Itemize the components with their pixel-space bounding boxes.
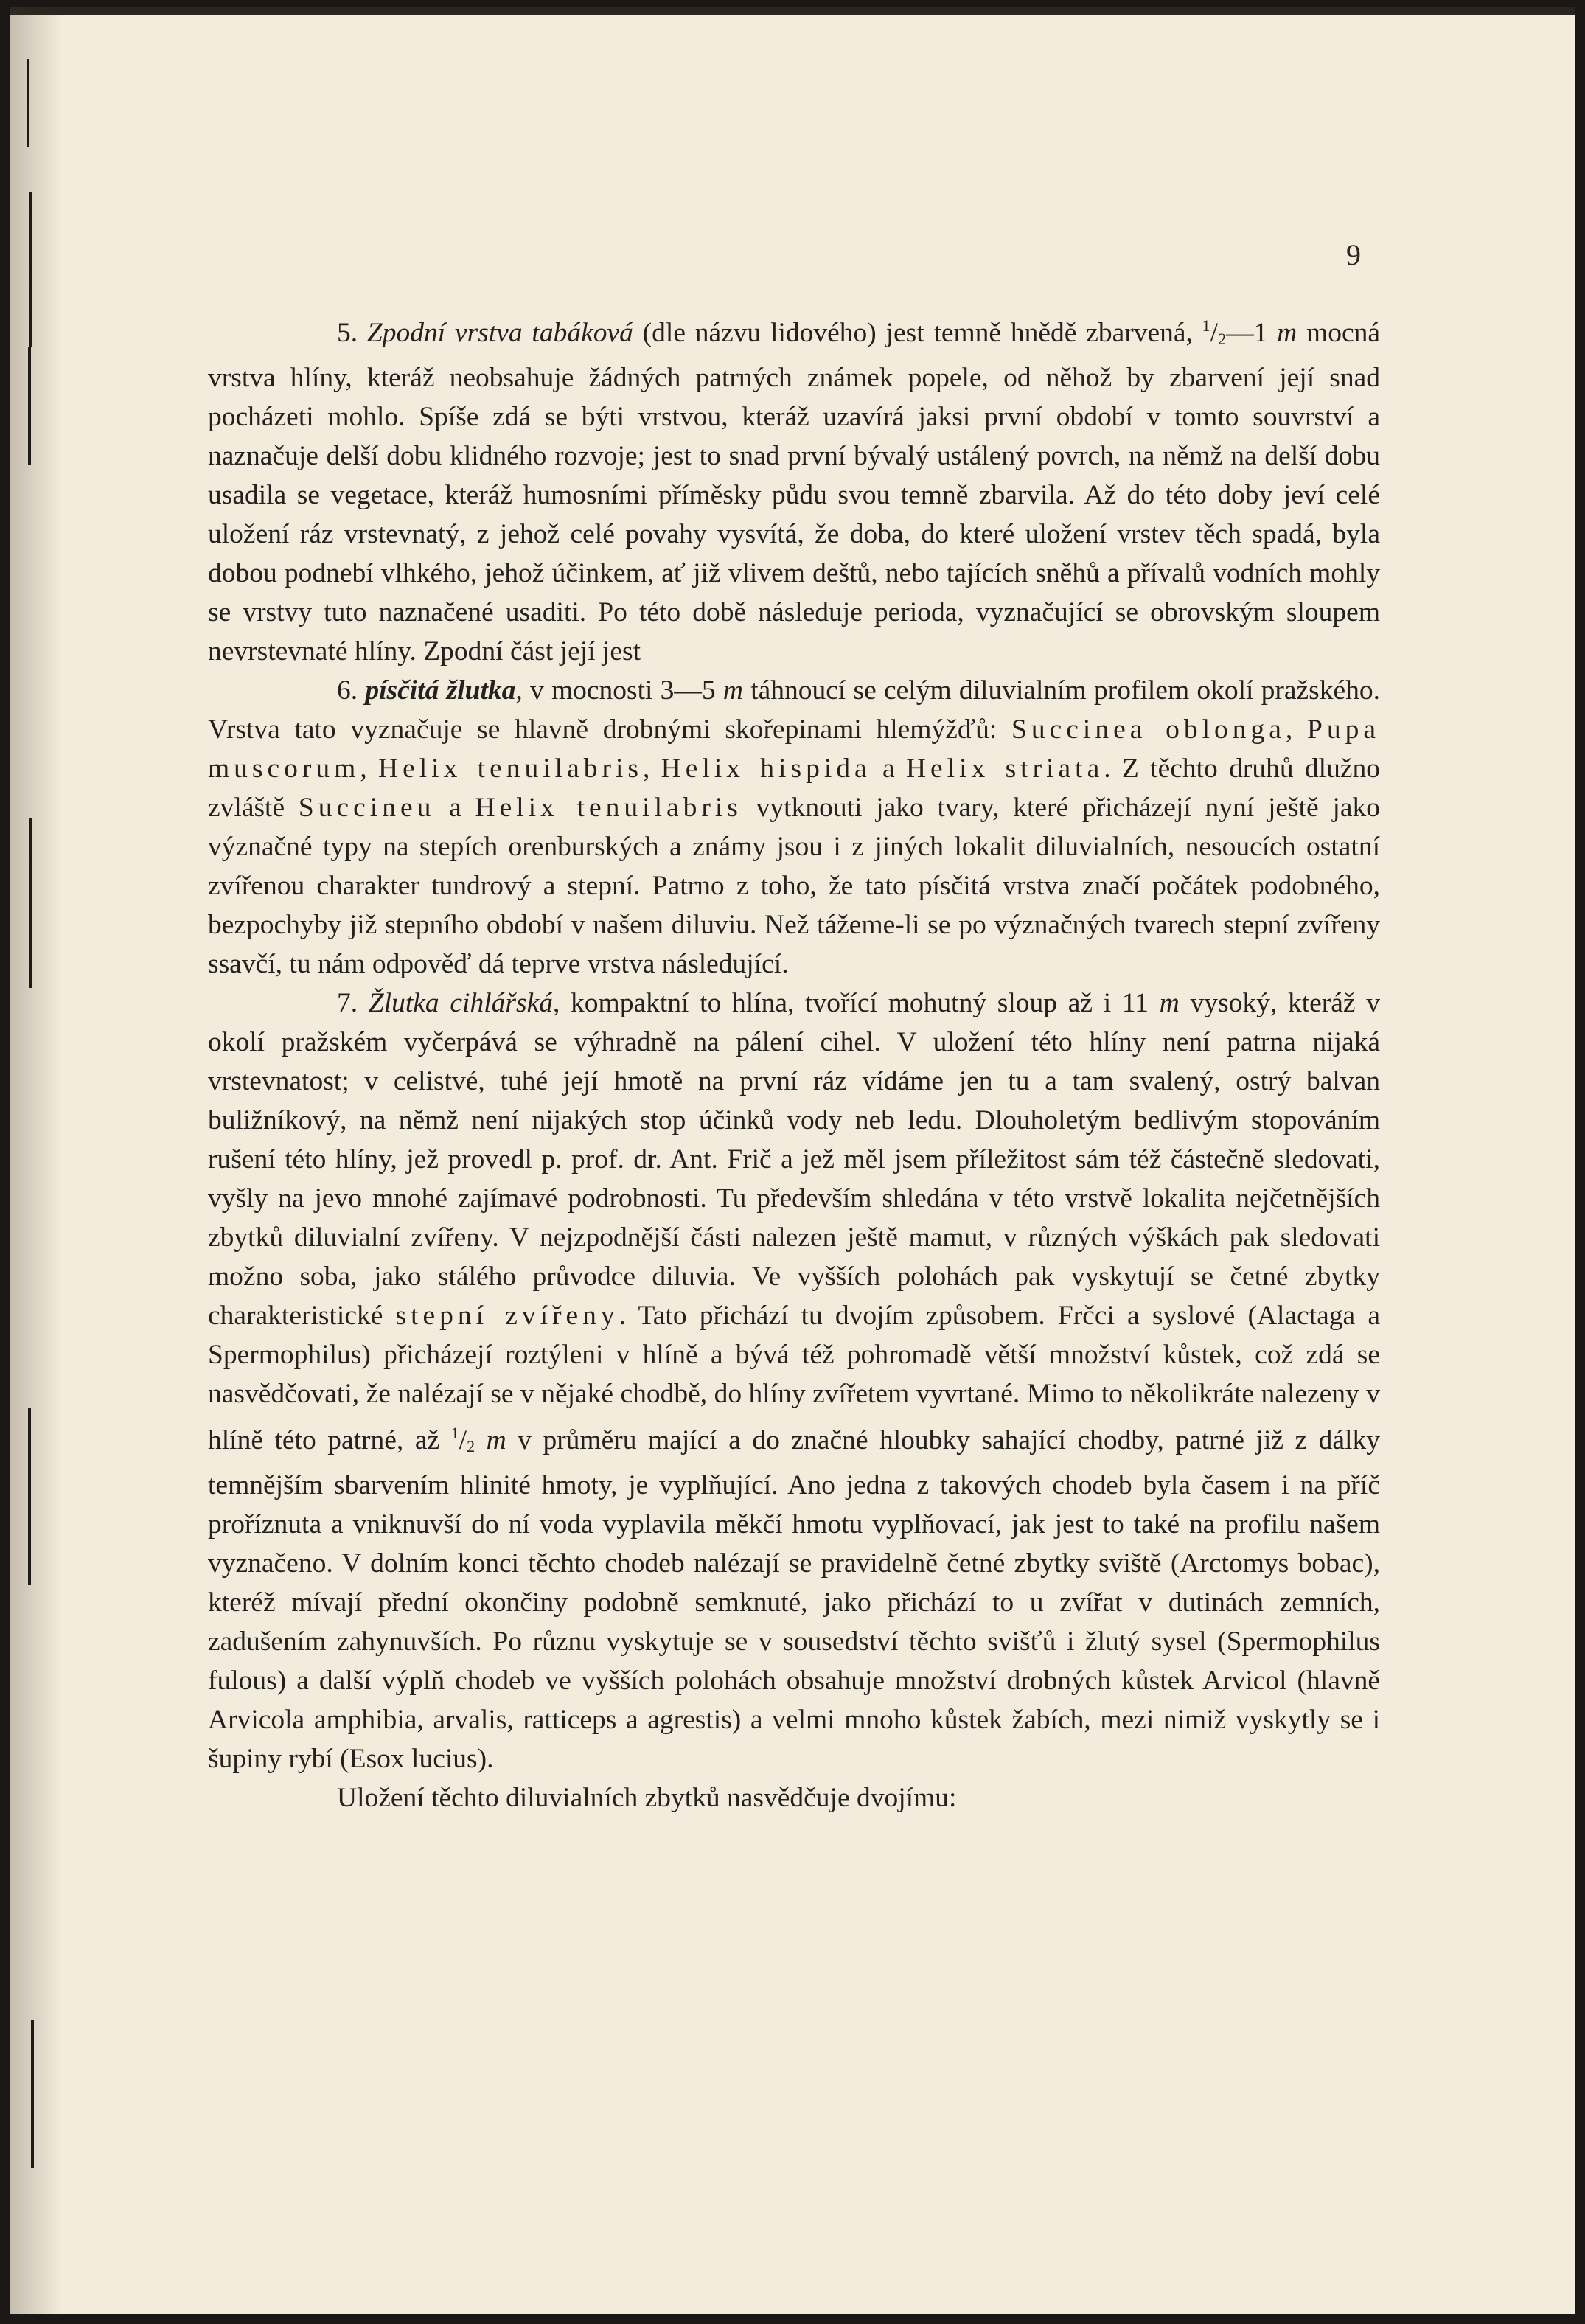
- species-name: Helix striata: [905, 754, 1104, 784]
- text-run: táhnoucí se celým diluvialním profilem okolí pražského. Vrstva tato vyznačuje se hlavně drobnými skořepinami hlemýžďů:: [208, 675, 1381, 745]
- species-name: Helix tenuilabris: [378, 754, 643, 784]
- layer-heading: Zpodní vrstva tabáková: [366, 318, 633, 348]
- layer-number: 6.: [337, 675, 358, 706]
- fraction-half: $^1/_2$: [450, 1424, 475, 1455]
- unit-metre: m: [486, 1425, 506, 1455]
- unit-metre: m: [722, 675, 743, 706]
- text-run: ,: [642, 754, 661, 784]
- species-name: Helix hispida: [661, 754, 871, 784]
- margin-mark: [29, 818, 32, 988]
- unit-metre: m: [1277, 318, 1297, 348]
- body-text: [208, 306, 1380, 1817]
- margin-mark: [27, 59, 29, 147]
- species-name: Succinea oblonga: [1011, 714, 1286, 745]
- emphasis-spaced: stepní zvířeny: [395, 1301, 619, 1331]
- fraction-denominator: 2: [1218, 330, 1227, 348]
- layer-number: 5.: [337, 318, 358, 348]
- margin-mark: [28, 347, 31, 465]
- book-page: [10, 7, 1575, 2314]
- species-name: Succineu: [298, 793, 436, 823]
- text-run: . Tato přichází tu dvojím způsobem. Frčci a syslové (Alactaga a Spermophilus) přicházejí roztýleni v hlíně a bývá též pohromadě větší množství kůstek, což zdá se nasvědčovati, že nalézají se v nějaké chodbě, do hlíny zvířetem vyvrtané. Mimo to několikráte nalezeny v hlíně této patrné, až: [208, 1301, 1380, 1455]
- binding-shadow: [10, 7, 62, 2314]
- margin-mark: [29, 192, 32, 347]
- text-run: ,: [1285, 714, 1308, 745]
- text-run: a: [435, 793, 475, 823]
- page-number: 9: [1346, 238, 1361, 271]
- layer-number: 7.: [337, 988, 358, 1018]
- species-name: Helix tenuilabris: [475, 793, 742, 823]
- species-name: Pupa muscorum: [208, 714, 1381, 784]
- unit-metre: m: [1159, 988, 1180, 1018]
- text-run: v průměru mající a do značné hloubky sahající chodby, patrné již z dálky temnějším sbarvením hlinité hmoty, je vyplňující. Ano jedna z takových chodeb byla časem i na příč proříznuta a vniknuvší do ní voda vyplavila měkčí hmotu vyplňovací, jak jest to také na profilu našem vyznačeno. V dolním konci těchto chodeb nalézají se pravidelně četné zbytky sviště (Arctomys bobac), kteréž mívají přední okončiny podobně semknuté, jako přichází to u zvířat v dutinách zemních, zadušením zahynuvších. Po různu vyskytuje se v sousedství těchto svišťů i žlutý sysel (Spermophilus fulous) a další výplň chodeb ve vyšších polohách obsahuje množství drobných kůstek Arvicol (hlavně Arvicola amphibia, arvalis, ratticeps a agrestis) a velmi mnoho kůstek žabích, mezi nimiž vyskytly se i šupiny rybí (Esox lucius).: [208, 1425, 1380, 1774]
- text-run: vytknouti jako tvary, které přicházejí nyní ještě jako význačné typy na stepích orenburských a známy jsou i z jiných lokalit diluvialních, nesoucích ostatní zvířenou charakter tundrový a stepní. Patrno z toho, že tato písčitá vrstva značí počátek podobného, bezpochyby již stepního období v našem diluviu. Než tážeme-li se po význačných tvarech stepní zvířeny ssavčí, tu nám odpověď dá teprve vrstva následující.: [208, 793, 1380, 979]
- text-run: (dle názvu lidového) jest temně hnědě zbarvená,: [633, 318, 1202, 348]
- fraction-denominator: 2: [467, 1437, 475, 1455]
- text-run: —1: [1226, 318, 1278, 348]
- margin-mark: [31, 2020, 34, 2168]
- text-run: mocná vrstva hlíny, kteráž neobsahuje žádných patrných známek popele, od něhož by zbarvení její snad pocházeti mohlo. Spíše zdá se býti vrstvou, kteráž uzavírá jaksi první období v tomto souvrství a naznačuje delší dobu klidného rozvoje; jest to snad první bývalý ustálený povrch, na němž na delší dobu usadila se vegetace, kteráž humosními příměsky půdu svou temně zbarvila. Až do této doby jeví celé uložení ráz vrstevnatý, z jehož celé povahy vysvítá, že doba, do které uložení vrstev těch spadá, byla dobou podnebí vlhkého, jehož účinkem, ať již vlivem deštů, nebo tajících sněhů a přívalů vodních mohly se vrstvy tuto naznačené usaditi. Po této době následuje perioda, vyznačující se obrovským sloupem nevrstevnaté hlíny. Zpodní část její jest: [208, 318, 1380, 667]
- margin-mark: [28, 1408, 31, 1585]
- fraction-numerator: 1: [1202, 316, 1210, 335]
- layer-heading: Žlutka cihlářská: [368, 988, 553, 1018]
- paragraph-layer-5: [208, 306, 1380, 671]
- paragraph-conclusion: Uložení těchto diluvialních zbytků nasvědčuje dvojímu:: [337, 1783, 957, 1813]
- text-run: . Z těchto druhů dlužno zvláště: [208, 754, 1380, 823]
- text-run: [475, 1425, 487, 1455]
- text-run: ,: [360, 754, 379, 784]
- scan-edge-top: [10, 7, 1575, 15]
- text-run: , kompaktní to hlína, tvořící mohutný sloup až i 11: [552, 988, 1160, 1018]
- fraction-half: $^1/_2$: [1202, 316, 1227, 348]
- text-run: , v mocnosti 3—5: [515, 675, 723, 706]
- text-run: vysoký, kteráž v okolí pražském vyčerpává se výhradně na pálení cihel. V uložení této hlíny není patrna nijaká vrstevnatost; v celistvé, tuhé její hmotě na první ráz vídáme jen tu a tam svalený, ostrý balvan buližníkový, na němž není nijakých stop účinků vody neb ledu. Dlouholetým bedlivým stopováním rušení této hlíny, jež provedl p. prof. dr. Ant. Frič a jež měl jsem příležitost sám též částečně sledovati, vyšly na jevo mnohé zajímavé podrobnosti. Tu především shledána v této vrstvě lokalita nejčetnějších zbytků diluvialní zvířeny. V nejzpodnější části nalezen ještě mamut, v různých výškách pak sledovati možno soba, jako stálého průvodce diluvia. Ve vyšších polohách pak vyskytují se četné zbytky charakteristické: [208, 988, 1381, 1331]
- text-run: a: [871, 754, 906, 784]
- paragraph-layer-7: [208, 984, 1380, 1778]
- fraction-numerator: 1: [450, 1424, 459, 1442]
- paragraph-layer-6: [208, 671, 1380, 984]
- layer-heading: písčitá žlutka: [365, 675, 516, 706]
